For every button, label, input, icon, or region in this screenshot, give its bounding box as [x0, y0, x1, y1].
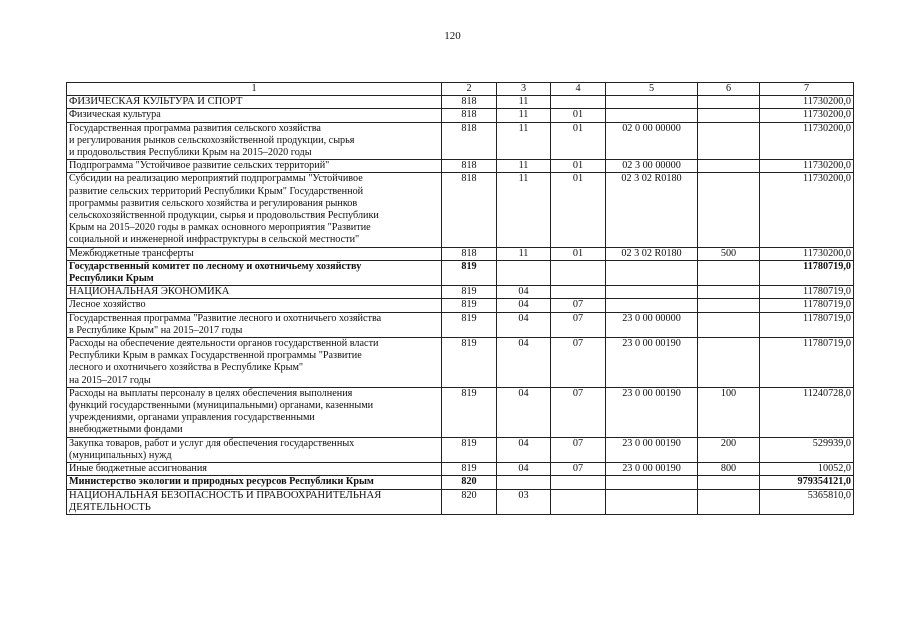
row-csr-cell [606, 299, 698, 312]
row-sum-cell: 11780719,0 [760, 299, 854, 312]
row-name-cell: НАЦИОНАЛЬНАЯ БЕЗОПАСНОСТЬ И ПРАВООХРАНИТЕЛЬНАЯ ДЕЯТЕЛЬНОСТЬ [67, 489, 442, 514]
row-gr-cell: 818 [442, 173, 497, 247]
row-sum-cell: 529939,0 [760, 437, 854, 462]
row-rz-cell: 04 [497, 387, 551, 437]
row-rz-cell [497, 260, 551, 285]
row-gr-cell: 819 [442, 437, 497, 462]
row-rz-cell: 11 [497, 160, 551, 173]
row-gr-cell: 820 [442, 489, 497, 514]
row-vr-cell [698, 122, 760, 160]
row-vr-cell: 800 [698, 463, 760, 476]
row-name-cell: Министерство экологии и природных ресурсов Республики Крым [67, 476, 442, 489]
table-row [67, 286, 854, 299]
row-rz-cell: 04 [497, 286, 551, 299]
row-name-cell: Расходы на обеспечение деятельности органов государственной власти Республики Крым в рамках Государственной программы "Развитие лесного и охотничьего хозяйства в Республике Крым" на 2015–2017 годы [67, 338, 442, 388]
table-row [67, 489, 854, 514]
row-sum-cell: 10052,0 [760, 463, 854, 476]
row-pr-cell [551, 489, 606, 514]
header-col-5: 5 [606, 83, 698, 96]
header-col-4: 4 [551, 83, 606, 96]
row-gr-cell: 819 [442, 299, 497, 312]
row-vr-cell [698, 489, 760, 514]
row-name-cell: Подпрограмма "Устойчивое развитие сельских территорий" [67, 160, 442, 173]
table-row [67, 463, 854, 476]
row-rz-cell: 04 [497, 463, 551, 476]
row-name-cell: Межбюджетные трансферты [67, 247, 442, 260]
row-rz-cell: 11 [497, 96, 551, 109]
row-rz-cell: 04 [497, 312, 551, 337]
row-csr-cell: 02 3 02 R0180 [606, 173, 698, 247]
row-vr-cell [698, 286, 760, 299]
row-name-cell: НАЦИОНАЛЬНАЯ ЭКОНОМИКА [67, 286, 442, 299]
row-name-cell: Расходы на выплаты персоналу в целях обеспечения выполнения функций государственными (муниципальными) органами, казенными учреждениями, органами управления государственными внебюджетными фондами [67, 387, 442, 437]
row-pr-cell: 01 [551, 160, 606, 173]
row-csr-cell [606, 286, 698, 299]
row-pr-cell [551, 286, 606, 299]
row-sum-cell: 11780719,0 [760, 260, 854, 285]
row-vr-cell: 100 [698, 387, 760, 437]
row-csr-cell: 02 3 02 R0180 [606, 247, 698, 260]
row-gr-cell: 818 [442, 160, 497, 173]
row-csr-cell: 23 0 00 00190 [606, 437, 698, 462]
row-sum-cell: 11730200,0 [760, 247, 854, 260]
budget-table [66, 82, 854, 515]
table-row [67, 96, 854, 109]
row-name-cell: Закупка товаров, работ и услуг для обеспечения государственных (муниципальных) нужд [67, 437, 442, 462]
row-sum-cell: 11730200,0 [760, 160, 854, 173]
row-vr-cell [698, 109, 760, 122]
row-rz-cell: 11 [497, 247, 551, 260]
row-vr-cell [698, 312, 760, 337]
table-row [67, 312, 854, 337]
table-row [67, 338, 854, 388]
row-vr-cell [698, 338, 760, 388]
row-vr-cell [698, 299, 760, 312]
row-gr-cell: 820 [442, 476, 497, 489]
row-gr-cell: 818 [442, 247, 497, 260]
header-col-7: 7 [760, 83, 854, 96]
row-vr-cell: 500 [698, 247, 760, 260]
table-row [67, 122, 854, 160]
row-vr-cell: 200 [698, 437, 760, 462]
table-row [67, 299, 854, 312]
row-sum-cell: 11240728,0 [760, 387, 854, 437]
header-col-1: 1 [67, 83, 442, 96]
row-name-cell: Государственный комитет по лесному и охотничьему хозяйству Республики Крым [67, 260, 442, 285]
row-name-cell: Иные бюджетные ассигнования [67, 463, 442, 476]
row-pr-cell [551, 96, 606, 109]
row-gr-cell: 819 [442, 312, 497, 337]
row-sum-cell: 11780719,0 [760, 312, 854, 337]
row-pr-cell: 01 [551, 173, 606, 247]
row-pr-cell: 07 [551, 312, 606, 337]
table-header-row [67, 83, 854, 96]
row-sum-cell: 11730200,0 [760, 109, 854, 122]
row-csr-cell: 23 0 00 00190 [606, 463, 698, 476]
row-sum-cell: 11780719,0 [760, 286, 854, 299]
row-gr-cell: 818 [442, 96, 497, 109]
table-row [67, 260, 854, 285]
table-row [67, 109, 854, 122]
row-rz-cell: 04 [497, 299, 551, 312]
row-name-cell: Государственная программа "Развитие лесного и охотничьего хозяйства в Республике Крым" на 2015–2017 годы [67, 312, 442, 337]
row-csr-cell: 23 0 00 00000 [606, 312, 698, 337]
header-col-6: 6 [698, 83, 760, 96]
table-row [67, 437, 854, 462]
header-col-3: 3 [497, 83, 551, 96]
row-csr-cell: 02 3 00 00000 [606, 160, 698, 173]
row-pr-cell: 07 [551, 387, 606, 437]
row-name-cell: Субсидии на реализацию мероприятий подпрограммы "Устойчивое развитие сельских территорий Республики Крым" Государственной программы развития сельского хозяйства и регулирования рынков сельскохозяйственной продукции, сырья и продовольствия Республики Крым на 2015–2020 годы в рамках основного мероприятия "Развитие социальной и инженерной инфраструктуры в сельской местности" [67, 173, 442, 247]
row-gr-cell: 818 [442, 109, 497, 122]
row-pr-cell: 01 [551, 247, 606, 260]
row-pr-cell [551, 476, 606, 489]
row-vr-cell [698, 96, 760, 109]
header-col-2: 2 [442, 83, 497, 96]
row-name-cell: Лесное хозяйство [67, 299, 442, 312]
row-pr-cell: 07 [551, 299, 606, 312]
table-row [67, 387, 854, 437]
row-rz-cell [497, 476, 551, 489]
row-gr-cell: 819 [442, 463, 497, 476]
row-gr-cell: 819 [442, 286, 497, 299]
row-sum-cell: 5365810,0 [760, 489, 854, 514]
table-row [67, 476, 854, 489]
row-name-cell: Физическая культура [67, 109, 442, 122]
row-sum-cell: 11730200,0 [760, 96, 854, 109]
row-csr-cell: 23 0 00 00190 [606, 338, 698, 388]
row-gr-cell: 819 [442, 260, 497, 285]
row-pr-cell: 01 [551, 109, 606, 122]
row-name-cell: ФИЗИЧЕСКАЯ КУЛЬТУРА И СПОРТ [67, 96, 442, 109]
page-number: 120 [444, 30, 461, 42]
row-rz-cell: 11 [497, 109, 551, 122]
row-gr-cell: 819 [442, 338, 497, 388]
row-rz-cell: 04 [497, 437, 551, 462]
row-csr-cell [606, 476, 698, 489]
row-name-cell: Государственная программа развития сельского хозяйства и регулирования рынков сельскохозяйственной продукции, сырья и продовольствия Республики Крым на 2015–2020 годы [67, 122, 442, 160]
row-rz-cell: 03 [497, 489, 551, 514]
row-sum-cell: 979354121,0 [760, 476, 854, 489]
row-csr-cell [606, 96, 698, 109]
row-csr-cell: 23 0 00 00190 [606, 387, 698, 437]
row-pr-cell [551, 260, 606, 285]
row-sum-cell: 11730200,0 [760, 173, 854, 247]
row-gr-cell: 818 [442, 122, 497, 160]
row-sum-cell: 11730200,0 [760, 122, 854, 160]
row-pr-cell: 01 [551, 122, 606, 160]
row-vr-cell [698, 260, 760, 285]
table-row [67, 160, 854, 173]
row-rz-cell: 11 [497, 173, 551, 247]
table-row [67, 247, 854, 260]
row-vr-cell [698, 173, 760, 247]
row-pr-cell: 07 [551, 463, 606, 476]
row-vr-cell [698, 476, 760, 489]
row-pr-cell: 07 [551, 338, 606, 388]
row-csr-cell: 02 0 00 00000 [606, 122, 698, 160]
row-vr-cell [698, 160, 760, 173]
row-pr-cell: 07 [551, 437, 606, 462]
row-rz-cell: 11 [497, 122, 551, 160]
row-csr-cell [606, 109, 698, 122]
table-row [67, 173, 854, 247]
row-sum-cell: 11780719,0 [760, 338, 854, 388]
row-gr-cell: 819 [442, 387, 497, 437]
row-rz-cell: 04 [497, 338, 551, 388]
row-csr-cell [606, 489, 698, 514]
row-csr-cell [606, 260, 698, 285]
